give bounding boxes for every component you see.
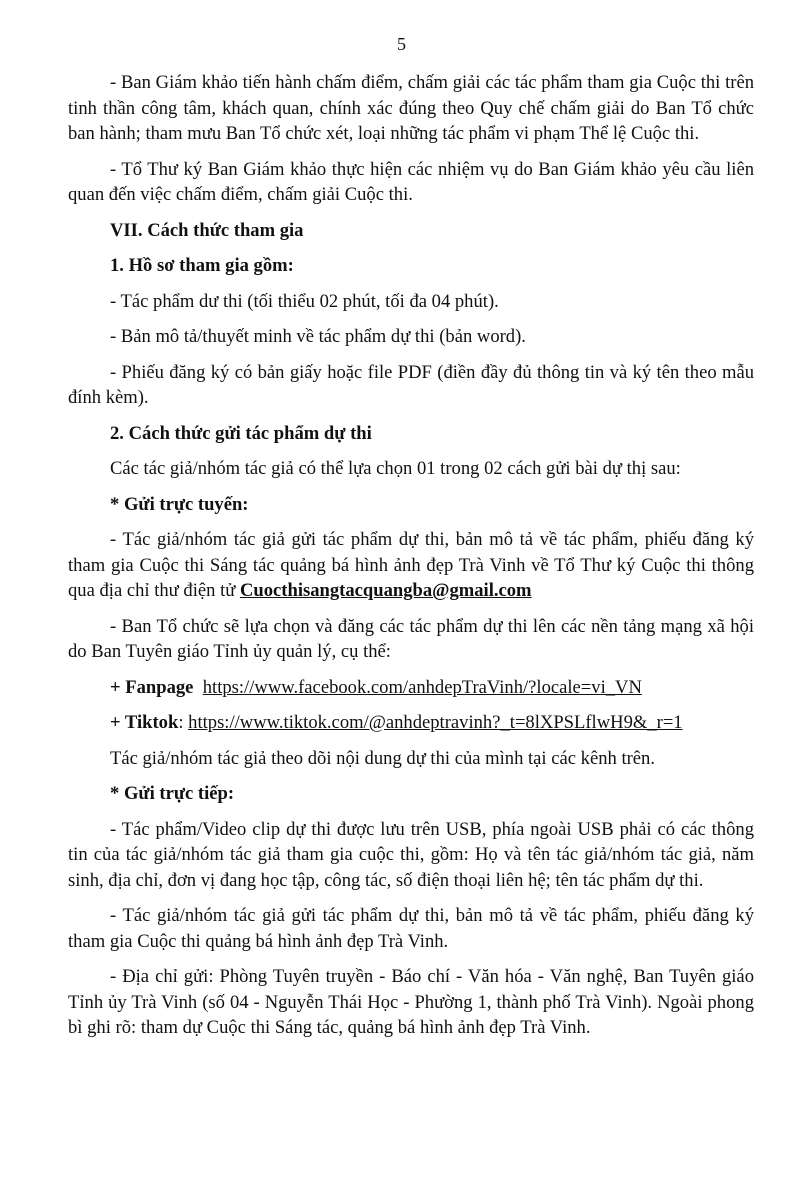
list-item-registration-form: - Phiếu đăng ký có bản giấy hoặc file PDF (điền đầy đủ thông tin và ký tên theo mẫu đính kèm). [68, 361, 754, 408]
paragraph-direct-submission: - Tác giả/nhóm tác giả gửi tác phẩm dự thi, bản mô tả về tác phẩm, phiếu đăng ký tham gia Cuộc thi quảng bá hình ảnh đẹp Trà Vinh. [68, 905, 754, 952]
paragraph-follow-channels: Tác giả/nhóm tác giả theo dõi nội dung dự thi của mình tại các kênh trên. [110, 747, 656, 769]
subheading-direct: * Gửi trực tiếp: [110, 783, 235, 804]
paragraph-secretariat-duties: - Tổ Thư ký Ban Giám khảo thực hiện các nhiệm vụ do Ban Giám khảo yêu cầu liên quan đến việc chấm điểm, chấm giải Cuộc thi. [68, 158, 754, 205]
subheading-submission: 2. Cách thức gửi tác phẩm dự thi [110, 422, 372, 444]
list-item-description: - Bản mô tả/thuyết minh về tác phẩm dự thi (bản word). [110, 326, 526, 347]
online-submission-text: - Tác giả/nhóm tác giả gửi tác phẩm dự thi, bản mô tả về tác phẩm, phiếu đăng ký tham gia Cuộc thi Sáng tác quảng bá hình ảnh đẹp Trà Vinh về Tổ Thư ký Cuộc thi thông qua địa chỉ thư điện tử [68, 529, 754, 601]
fanpage-label: + Fanpage [110, 676, 194, 698]
paragraph-online-submission [68, 527, 754, 604]
paragraph-submission-options: Các tác giả/nhóm tác giả có thể lựa chọn 01 trong 02 cách gửi bài dự thị sau: [110, 458, 681, 479]
tiktok-line [68, 710, 754, 736]
paragraph-mailing-address: - Địa chỉ gửi: Phòng Tuyên truyền - Báo chí - Văn hóa - Văn nghệ, Ban Tuyên giáo Tỉnh ủy Trà Vinh (số 04 - Nguyễn Thái Học - Phường 1, thành phố Trà Vinh). Ngoài phong bì ghi rõ: tham dự Cuộc thi Sáng tác, quảng bá hình ảnh đẹp Trà Vinh. [68, 966, 754, 1038]
document-body [68, 70, 754, 1051]
fanpage-link[interactable]: https://www.facebook.com/anhdepTraVinh/?locale=vi_VN [202, 676, 642, 698]
page-number: 5 [397, 34, 406, 54]
paragraph-usb-requirements: - Tác phẩm/Video clip dự thi được lưu trên USB, phía ngoài USB phải có các thông tin của tác giả/nhóm tác giả tham gia cuộc thi, gồm: Họ và tên tác giả/nhóm tác giả, năm sinh, địa chỉ, đơn vị đang học tập, công tác, số điện thoại liên hệ; tên tác phẩm dự thi. [68, 818, 754, 891]
list-item-entry-duration: - Tác phẩm dư thi (tối thiểu 02 phút, tối đa 04 phút). [110, 290, 499, 312]
paragraph-judges-duties: - Ban Giám khảo tiến hành chấm điểm, chấm giải các tác phẩm tham gia Cuộc thi trên tinh thần công tâm, khách quan, chính xác đúng theo Quy chế chấm giải do Ban Tổ chức ban hành; tham mưu Ban Tổ chức xét, loại những tác phẩm vi phạm Thể lệ Cuộc thi. [68, 72, 754, 144]
subheading-online: * Gửi trực tuyến: [110, 493, 249, 515]
fanpage-line [68, 675, 754, 701]
tiktok-link[interactable]: https://www.tiktok.com/@anhdeptravinh?_t=8lXPSLflwH9&_r=1 [188, 712, 683, 733]
email-link[interactable]: Cuocthisangtacquangba@gmail.com [239, 580, 532, 601]
paragraph-social-platforms: - Ban Tổ chức sẽ lựa chọn và đăng các tác phẩm dự thi lên các nền tảng mạng xã hội do Ban Tuyên giáo Tỉnh ủy quản lý, cụ thể: [68, 615, 754, 662]
tiktok-label: + Tiktok [110, 712, 179, 733]
subheading-documents: 1. Hồ sơ tham gia gồm: [110, 255, 294, 276]
tiktok-colon: : [178, 712, 189, 733]
section-heading-participation: VII. Cách thức tham gia [110, 219, 304, 241]
